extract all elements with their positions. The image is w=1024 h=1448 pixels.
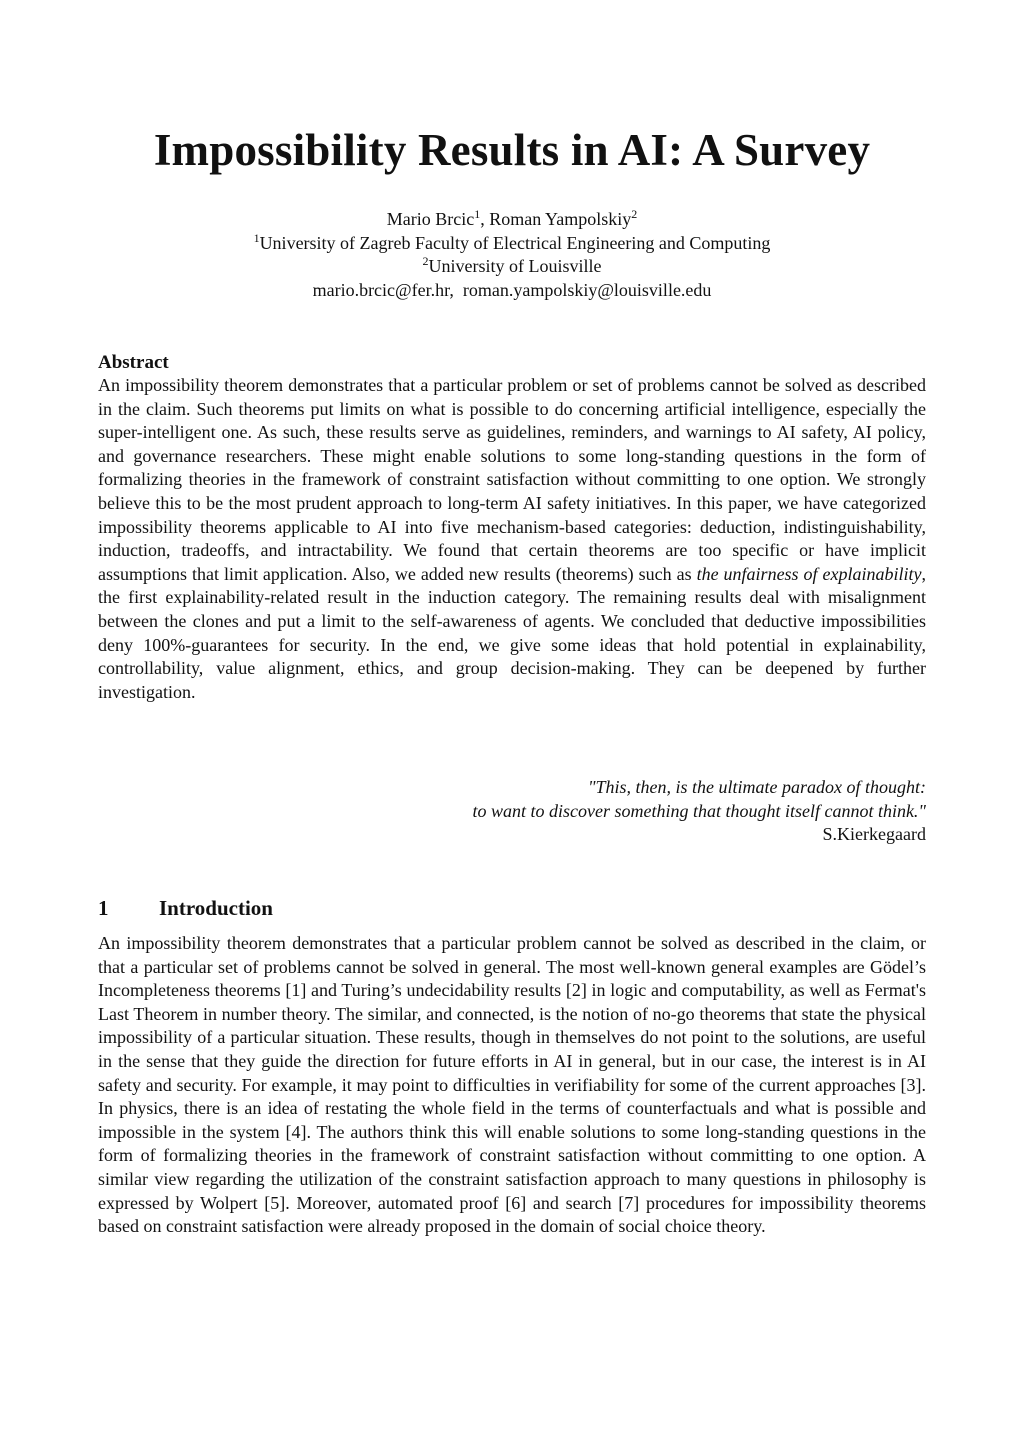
author-separator: ,	[480, 209, 490, 229]
affiliation-2	[0, 255, 1024, 279]
abstract-text-part1: An impossibility theorem demonstrates that a particular problem or set of problems cannot be solved as described in the claim. Such theorems put limits on what is possible to do concerning artificial intelligence, especially the super-intelligent one. As such, these results serve as guidelines, reminders, and warnings to AI safety, AI policy, and governance researchers. These might enable solutions to some long-standing questions in the form of formalizing theories in the framework of constraint satisfaction without committing to one option. We strongly believe this to be the most prudent approach to long-term AI safety initiatives. In this paper, we have categorized impossibility theorems applicable to AI into five mechanism-based categories: deduction, indistinguishability, induction, tradeoffs, and intractability. We found that certain theorems are too specific or have implicit assumptions that limit application. Also, we added new results (theorems) such as	[98, 375, 926, 584]
abstract-body	[98, 374, 926, 704]
abstract-heading: Abstract	[98, 352, 169, 373]
epigraph-author: S.Kierkegaard	[822, 824, 926, 844]
author-name-1: Mario Brcic	[386, 209, 475, 229]
affiliation-text-1: University of Zagreb Faculty of Electrical Engineering and Computing	[259, 232, 771, 253]
section-number: 1	[98, 896, 109, 920]
abstract-text-part2: , the first explainability-related result in the induction category. The remaining results deal with misalignment between the clones and put a limit to the self-awareness of agents. We concluded that deductive impossibilities deny 100%-guarantees for security. In the end, we give some ideas that hold potential in explainability, controllability, value alignment, ethics, and group decision-making. They can be deepened by further investigation.	[98, 563, 926, 702]
affiliation-1	[0, 232, 1024, 256]
author-line	[0, 208, 1024, 232]
author-sup-2: 2	[631, 207, 638, 221]
epigraph-line-2: to want to discover something that thought itself cannot think."	[472, 800, 926, 821]
section-title: Introduction	[159, 896, 273, 920]
abstract-emphasis: the unfairness of explainability	[696, 563, 922, 584]
author-name-2: Roman Yampolskiy	[489, 209, 632, 229]
epigraph-line-1: "This, then, is the ultimate paradox of thought:	[587, 777, 926, 797]
author-sup-1: 1	[474, 207, 481, 221]
section-heading-introduction	[98, 895, 273, 921]
paper-title: Impossibility Results in AI: A Survey	[153, 125, 871, 175]
author-block	[0, 208, 1024, 302]
affiliation-text-2: University of Louisville	[428, 256, 602, 276]
author-emails: mario.brcic@fer.hr, roman.yampolskiy@louisville.edu	[312, 279, 712, 300]
introduction-body: An impossibility theorem demonstrates that a particular problem cannot be solved as described in the claim, or that a particular set of problems cannot be solved in general. The most well-known general examples are Gödel’s Incompleteness theorems [1] and Turing’s undecidability results [2] in logic and computability, as well as Fermat's Last Theorem in number theory. The similar, and connected, is the notion of no-go theorems that state the physical impossibility of a particular situation. These results, though in themselves do not point to the solutions, are useful in the sense that they guide the direction for future efforts in AI in general, but in our case, the interest is in AI safety and security. For example, it may point to difficulties in verifiability for some of the current approaches [3]. In physics, there is an idea of restating the whole field in the terms of counterfactuals and what is possible and impossible in the system [4]. The authors think this will enable solutions to some long-standing questions in the form of formalizing theories in the framework of constraint satisfaction without committing to one option. A similar view regarding the utilization of the constraint satisfaction approach to many questions in philosophy is expressed by Wolpert [5]. Moreover, automated proof [6] and search [7] procedures for impossibility theorems based on constraint satisfaction were already proposed in the domain of social choice theory.	[98, 933, 926, 1237]
affiliation-sup-2: 2	[422, 254, 429, 268]
affiliation-sup-1: 1	[253, 230, 260, 245]
epigraph	[300, 776, 926, 847]
